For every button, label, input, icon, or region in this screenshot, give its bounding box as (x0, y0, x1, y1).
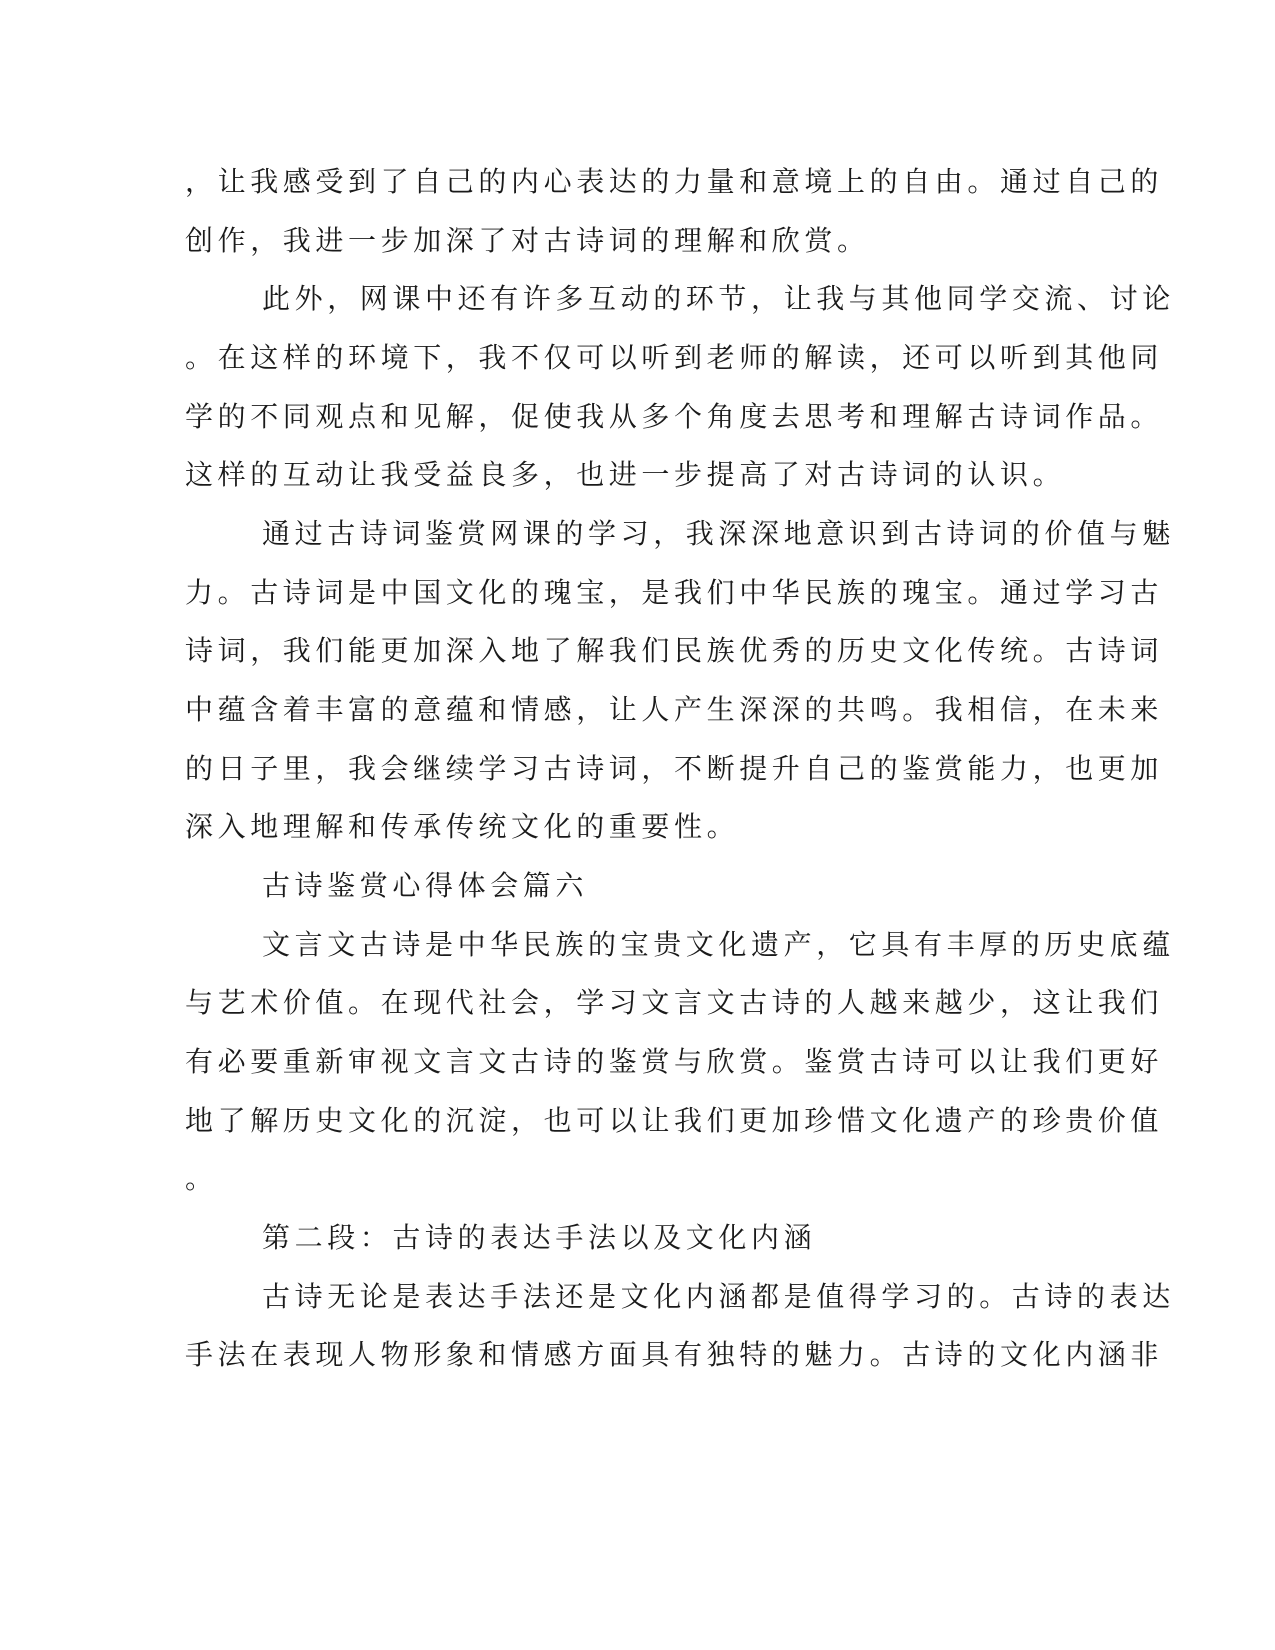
text-line-16: 有必要重新审视文言文古诗的鉴赏与欣赏。鉴赏古诗可以让我们更好 (185, 1045, 1164, 1078)
text-line-20: 古诗无论是表达手法还是文化内涵都是值得学习的。古诗的表达 (262, 1280, 1175, 1313)
text-line-10: 中蕴含着丰富的意蕴和情感，让人产生深深的共鸣。我相信，在未来 (185, 693, 1164, 726)
text-line-14: 文言文古诗是中华民族的宝贵文化遗产，它具有丰厚的历史底蕴 (262, 928, 1175, 961)
text-line-12: 深入地理解和传承传统文化的重要性。 (185, 810, 740, 843)
subsection-heading: 第二段：古诗的表达手法以及文化内涵 (262, 1221, 817, 1254)
text-line-6: 这样的互动让我受益良多，也进一步提高了对古诗词的认识。 (185, 458, 1066, 491)
text-line-15: 与艺术价值。在现代社会，学习文言文古诗的人越来越少，这让我们 (185, 986, 1164, 1019)
text-line-2: 创作，我进一步加深了对古诗词的理解和欣赏。 (185, 224, 870, 257)
text-line-8: 力。古诗词是中国文化的瑰宝，是我们中华民族的瑰宝。通过学习古 (185, 576, 1164, 609)
text-line-9: 诗词，我们能更加深入地了解我们民族优秀的历史文化传统。古诗词 (185, 634, 1164, 667)
text-line-3: 此外，网课中还有许多互动的环节，让我与其他同学交流、讨论 (262, 282, 1175, 315)
section-heading: 古诗鉴赏心得体会篇六 (262, 869, 589, 902)
text-line-7: 通过古诗词鉴赏网课的学习，我深深地意识到古诗词的价值与魅 (262, 517, 1175, 550)
text-line-11: 的日子里，我会继续学习古诗词，不断提升自己的鉴赏能力，也更加 (185, 752, 1164, 785)
text-line-5: 学的不同观点和见解，促使我从多个角度去思考和理解古诗词作品。 (185, 400, 1164, 433)
text-line-4: 。在这样的环境下，我不仅可以听到老师的解读，还可以听到其他同 (185, 341, 1164, 374)
text-line-18: 。 (185, 1162, 218, 1195)
text-line-17: 地了解历史文化的沉淀，也可以让我们更加珍惜文化遗产的珍贵价值 (185, 1104, 1164, 1137)
text-line-1: ，让我感受到了自己的内心表达的力量和意境上的自由。通过自己的 (185, 165, 1164, 198)
text-line-21: 手法在表现人物形象和情感方面具有独特的魅力。古诗的文化内涵非 (185, 1338, 1164, 1371)
